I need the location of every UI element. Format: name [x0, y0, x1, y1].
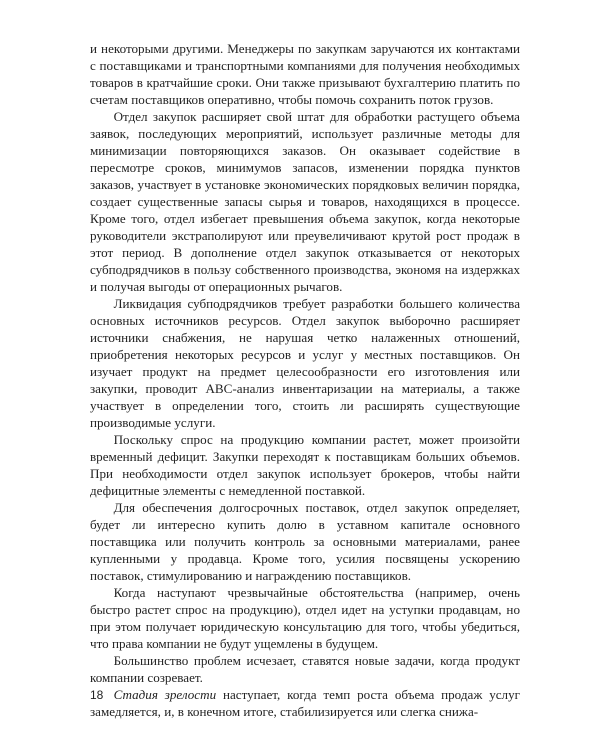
paragraph-6: Когда наступают чрезвычайные обстоятельства (например, очень быстро растет спрос на продукцию), отдел идет на уступки продавцам, но при этом получает юридическую консультацию для того, чтобы убедиться, что права компании не будут ущемлены в будущем.	[90, 585, 520, 651]
paragraph-7: Большинство проблем исчезает, ставятся новые задачи, когда продукт компании созревает.	[90, 653, 520, 685]
page-body	[90, 40, 520, 720]
paragraph-4: Поскольку спрос на продукцию компании растет, может произойти временный дефицит. Закупки переходят к поставщикам больших объемов. При необходимости отдел закупок использует брокеров, чтобы найти дефицитные элементы с немедленной поставкой.	[90, 432, 520, 498]
italic-term: Стадия зрелости	[113, 687, 217, 702]
paragraph-2: Отдел закупок расширяет свой штат для обработки растущего объема заявок, последующих мероприятий, использует различные методы для минимизации повторяющихся заказов. Он оказывает содействие в пересмотре сроков, минимумов запасов, изменении порядка пунктов заказов, участвует в установке экономических порядковых величин порядка, создает существенные запасы сырья и товаров, находящихся в процессе. Кроме того, отдел избегает превышения объема закупок, когда некоторые руководители экстраполируют или преувеличивают крутой рост продаж в этот период. В дополнение отдел закупок отказывается от некоторых субподрядчиков в пользу собственного производства, экономя на издержках и получая выгоды от операционных рычагов.	[90, 109, 520, 294]
page-number: 18	[90, 688, 104, 702]
paragraph-1: и некоторыми другими. Менеджеры по закупкам заручаются их контактами с поставщиками и транспортными компаниями для получения необходимых товаров в кратчайшие сроки. Они также призывают бухгалтерию платить по счетам поставщиков оперативно, чтобы помочь сохранить поток грузов.	[90, 41, 520, 107]
paragraph-5: Для обеспечения долгосрочных поставок, отдел закупок определяет, будет ли интересно купить долю в уставном капитале основного поставщика или получить контроль за основными материалами, ранее купленными у продавца. Кроме того, усилия посвящены ускорению поставок, стимулированию и награждению поставщиков.	[90, 500, 520, 583]
paragraph-8	[90, 686, 520, 720]
paragraph-3: Ликвидация субподрядчиков требует разработки большего количества основных источников ресурсов. Отдел закупок выборочно расширяет источники снабжения, не нарушая четко налаженных отношений, приобретения некоторых ресурсов и услуг у местных поставщиков. Он изучает продукт на предмет целесообразности его изготовления или закупки, проводит ABC-анализ инвентаризации на материалы, а также участвует в определении того, стоить ли расширять существующие производимые услуги.	[90, 296, 520, 430]
paragraph-8-text: наступает, когда темп роста объема продаж услуг замедляется, и, в конечном итоге, стабилизируется или слегка снижа-	[90, 687, 521, 719]
